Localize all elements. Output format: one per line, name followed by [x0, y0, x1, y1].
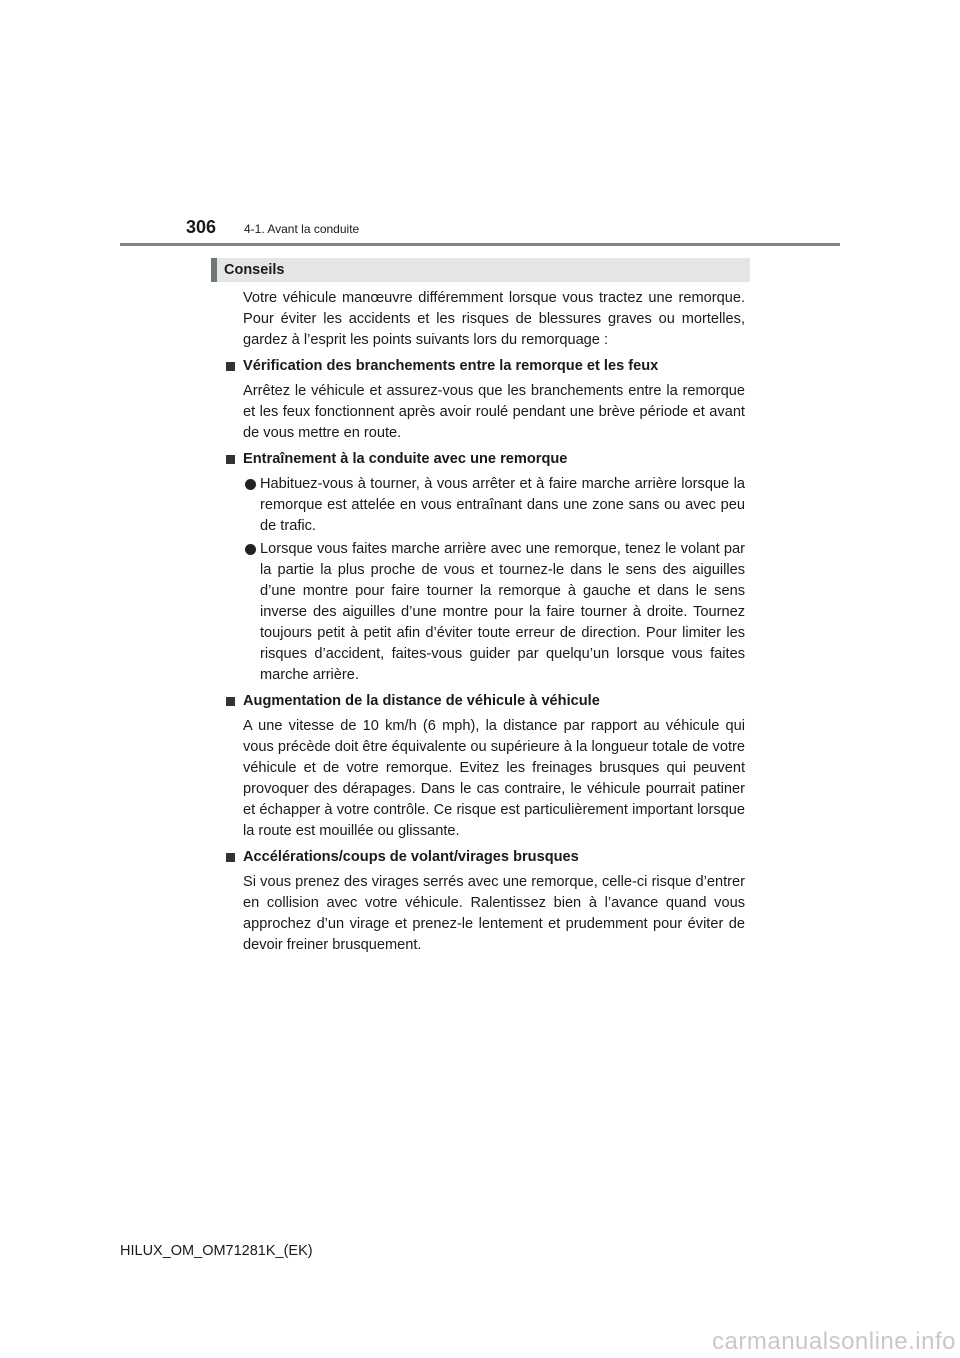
square-bullet-icon: [226, 697, 235, 706]
section-text: A une vitesse de 10 km/h (6 mph), la distance par rapport au véhicule qui vous précède doit être équivalente ou supérieure à la longueur totale de votre véhicule et de votre remorque. Evitez les freinages brusques qui peuvent provoquer des dérapages. Dans le cas contraire, le véhicule pourrait patiner et échapper à votre contrôle. Ce risque est particulièrement important lorsque la route est mouillée ou glissante.: [243, 718, 745, 839]
watermark: carmanualsonline.info: [712, 1328, 956, 1355]
square-bullet-icon: [226, 455, 235, 464]
round-bullet-icon: [245, 544, 256, 555]
header-accent: [211, 258, 217, 282]
conseils-header: [211, 258, 750, 282]
section-title: 4-1. Avant la conduite: [244, 222, 360, 236]
section-text: Arrêtez le véhicule et assurez-vous que les branchements entre la remorque et les feux fonctionnent après avoir roulé pendant une brève période et avant de vous mettre en route.: [243, 383, 745, 441]
section-heading: [243, 449, 745, 470]
bullet-text: Lorsque vous faites marche arrière avec une remorque, tenez le volant par la partie la plus proche de vous et tournez-le dans le sens des aiguilles d’une montre pour faire tourner la remorque à gauche et dans le sens inverse des aiguilles d’une montre pour la faire tourner à droite. Tournez toujours petit à petit afin d’éviter toute erreur de direction. Pour limiter les risques d’accident, faites-vous guider par quelqu’un lorsque vous faites marche arrière.: [260, 541, 745, 683]
page-number: 306: [186, 217, 217, 237]
round-bullet-icon: [245, 479, 256, 490]
section-heading: [243, 847, 745, 868]
heading-text: Augmentation de la distance de véhicule à véhicule: [243, 693, 600, 709]
heading-text: Accélérations/coups de volant/virages brusques: [243, 849, 579, 865]
heading-text: Vérification des branchements entre la remorque et les feux: [243, 358, 659, 374]
section-heading: [243, 356, 745, 377]
square-bullet-icon: [226, 853, 235, 862]
bullet-item: [243, 539, 745, 686]
bullet-text: Habituez-vous à tourner, à vous arrêter et à faire marche arrière lorsque la remorque est attelée en vous entraînant dans une zone sans ou avec peu de trafic.: [260, 476, 745, 534]
bullet-item: [243, 474, 745, 537]
intro-paragraph: Votre véhicule manœuvre différemment lorsque vous tractez une remorque. Pour éviter les accidents et les risques de blessures graves ou mortelles, gardez à l’esprit les points suivants lors du remorquage :: [243, 290, 745, 348]
section-heading: [243, 691, 745, 712]
section-text: Si vous prenez des virages serrés avec une remorque, celle-ci risque d’entrer en collision avec votre véhicule. Ralentissez bien à l’avance quand vous approchez d’un virage et prenez-le lentement et prudemment pour éviter de devoir freiner brusquement.: [243, 874, 745, 953]
header-rule: [120, 243, 840, 246]
heading-text: Entraînement à la conduite avec une remorque: [243, 451, 568, 467]
square-bullet-icon: [226, 362, 235, 371]
content: [243, 288, 745, 961]
footer-code: HILUX_OM_OM71281K_(EK): [120, 1243, 313, 1259]
box-title: Conseils: [224, 262, 285, 278]
